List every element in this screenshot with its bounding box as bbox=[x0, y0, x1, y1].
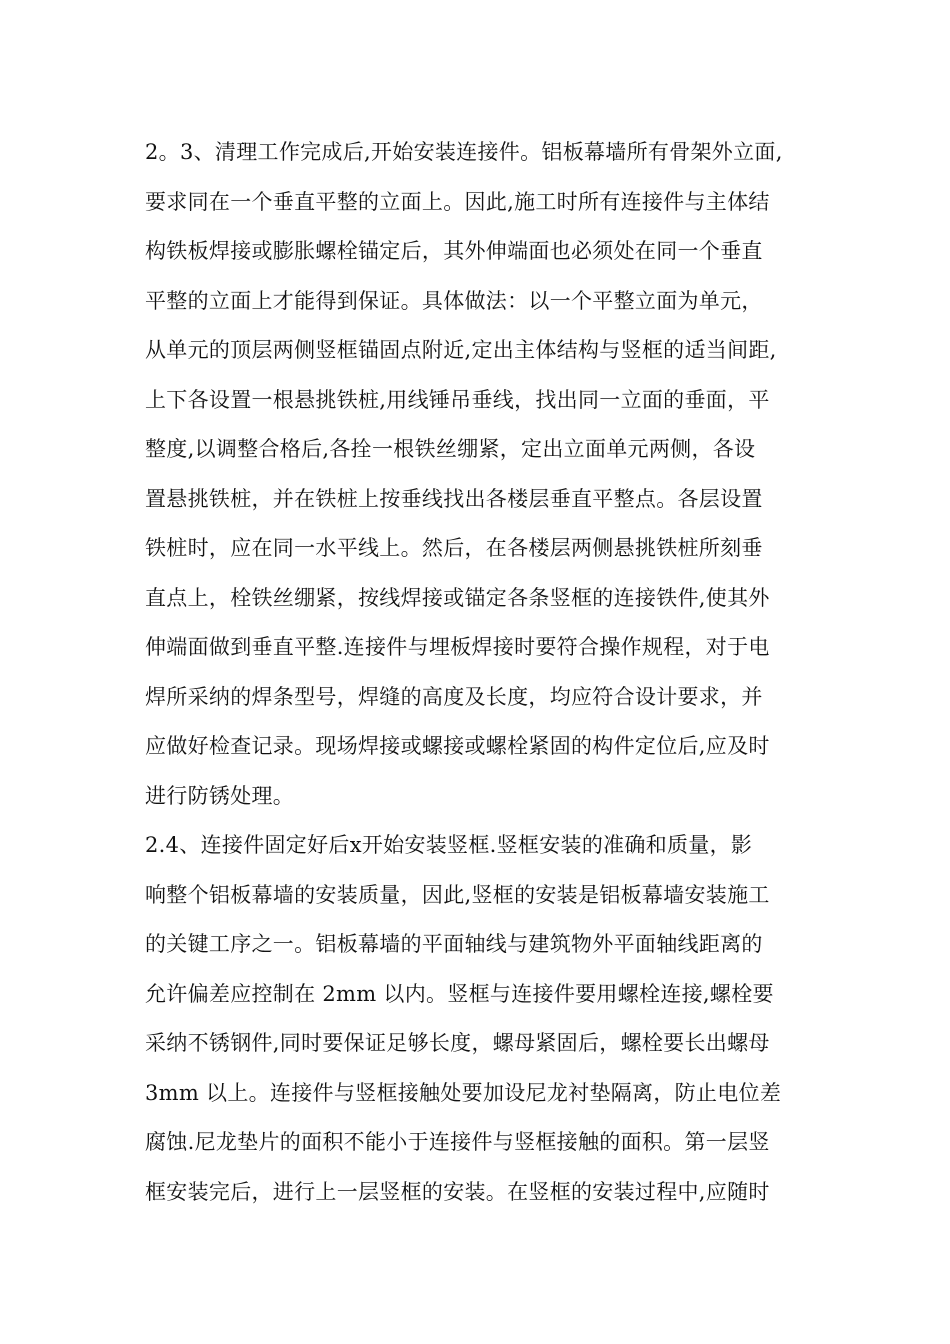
body-text bbox=[145, 132, 825, 1221]
text-line: 3mm 以上。连接件与竖框接触处要加设尼龙衬垫隔离，防止电位差 bbox=[145, 1080, 782, 1105]
text-line: 腐蚀.尼龙垫片的面积不能小于连接件与竖框接触的面积。第一层竖 bbox=[145, 1130, 770, 1154]
text-line: 置悬挑铁桩，并在铁桩上按垂线找出各楼层垂直平整点。各层设置 bbox=[145, 486, 763, 511]
text-line: 焊所采纳的焊条型号，焊缝的高度及长度，均应符合设计要求，并 bbox=[145, 684, 763, 709]
text-line: 2.4、连接件固定好后x开始安装竖框.竖框安装的准确和质量，影 bbox=[145, 833, 753, 857]
text-line: 从单元的顶层两侧竖框锚固点附近,定出主体结构与竖框的适当间距, bbox=[145, 338, 777, 362]
text-line: 响整个铝板幕墙的安装质量，因此,竖框的安装是铝板幕墙安装施工 bbox=[145, 882, 770, 907]
text-line: 采纳不锈钢件,同时要保证足够长度，螺母紧固后，螺栓要长出螺母 bbox=[145, 1031, 770, 1055]
text-line: 进行防锈处理。 bbox=[145, 783, 295, 808]
text-line: 框安装完后，进行上一层竖框的安装。在竖框的安装过程中,应随时 bbox=[145, 1179, 770, 1204]
text-line: 2。3、清理工作完成后,开始安装连接件。铝板幕墙所有骨架外立面, bbox=[145, 140, 783, 164]
text-line: 上下各设置一根悬挑铁桩,用线锤吊垂线，找出同一立面的垂面，平 bbox=[145, 387, 770, 412]
text-line: 应做好检查记录。现场焊接或螺接或螺栓紧固的构件定位后,应及时 bbox=[145, 734, 770, 758]
text-line: 构铁板焊接或膨胀螺栓锚定后，其外伸端面也必须处在同一个垂直 bbox=[145, 239, 763, 263]
text-line: 的关键工序之一。铝板幕墙的平面轴线与建筑物外平面轴线距离的 bbox=[145, 932, 763, 956]
text-line: 平整的立面上才能得到保证。具体做法：以一个平整立面为单元， bbox=[145, 288, 763, 313]
text-line: 铁桩时，应在同一水平线上。然后，在各楼层两侧悬挑铁桩所刻垂 bbox=[145, 536, 763, 560]
text-line: 允许偏差应控制在 2mm 以内。竖框与连接件要用螺栓连接,螺栓要 bbox=[145, 981, 774, 1006]
text-line: 伸端面做到垂直平整.连接件与埋板焊接时要符合操作规程，对于电 bbox=[145, 635, 770, 659]
text-line: 要求同在一个垂直平整的立面上。因此,施工时所有连接件与主体结 bbox=[145, 189, 770, 214]
text-line: 整度,以调整合格后,各拴一根铁丝绷紧，定出立面单元两侧，各设 bbox=[145, 437, 756, 461]
text-line: 直点上，栓铁丝绷紧，按线焊接或锚定各条竖框的连接铁件,使其外 bbox=[145, 585, 770, 610]
